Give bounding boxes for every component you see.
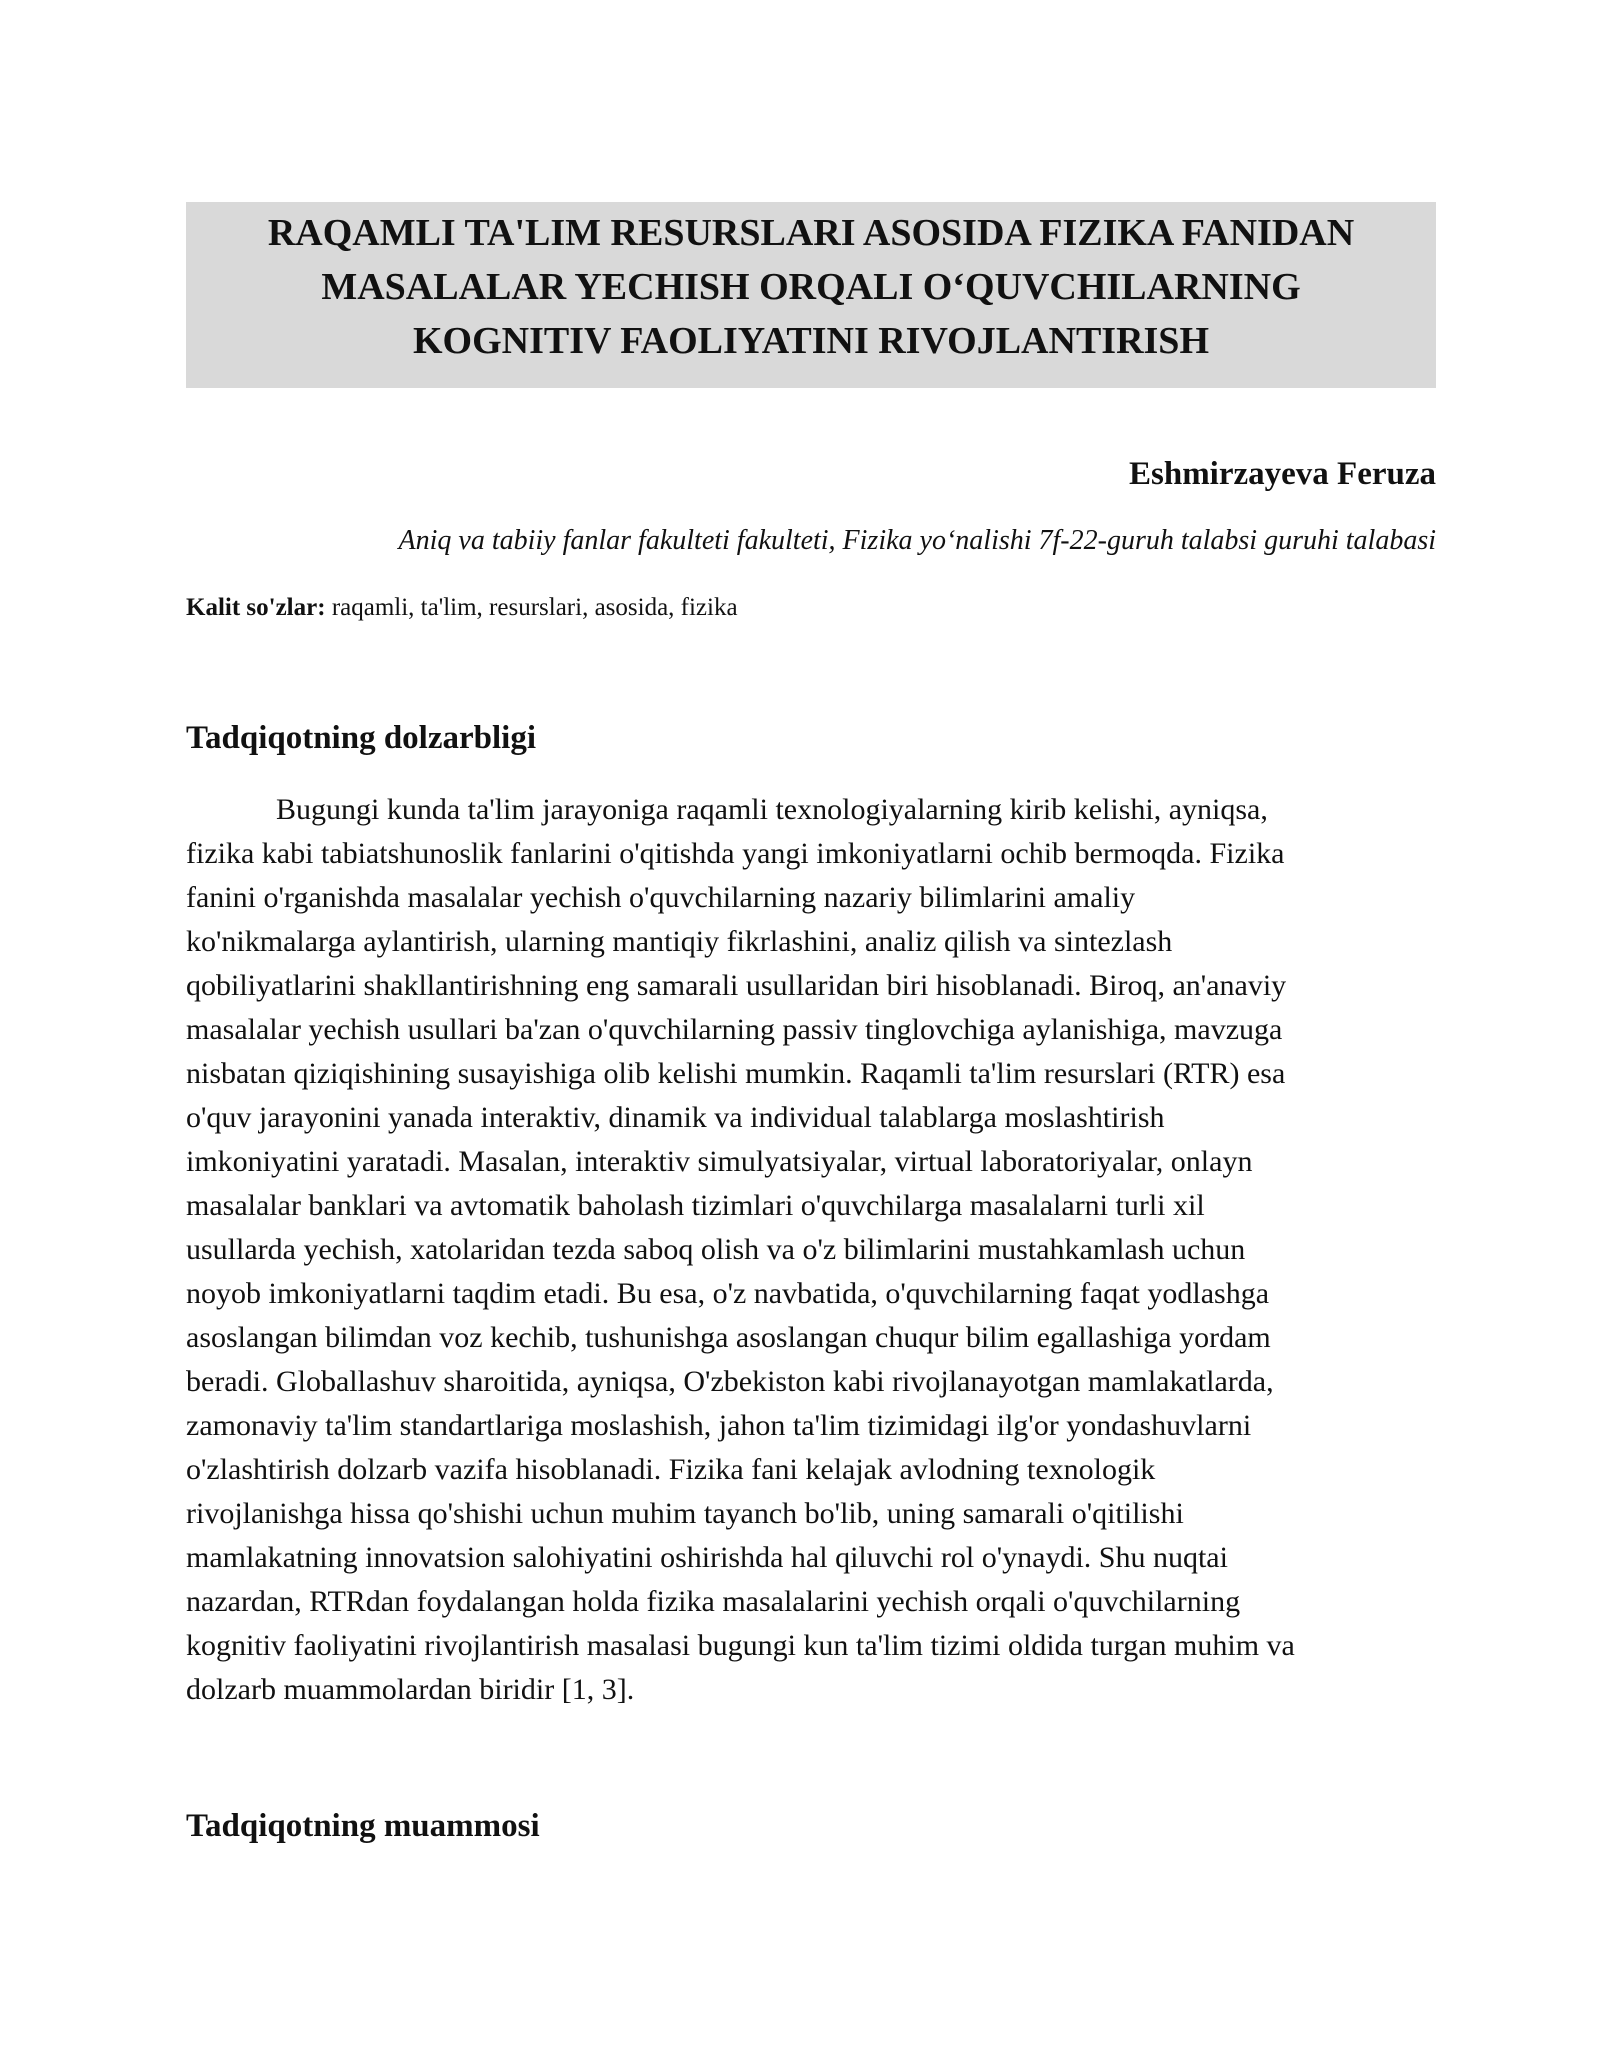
paragraph-line: asoslangan bilimdan voz kechib, tushunishga asoslangan chuqur bilim egallashiga yordam <box>186 1321 1271 1354</box>
section-paragraph <box>186 788 1436 1712</box>
title-line: RAQAMLI TA'LIM RESURSLARI ASOSIDA FIZIKA FANIDAN <box>267 212 1355 254</box>
paragraph-line: zamonaviy ta'lim standartlariga moslashish, jahon ta'lim tizimidagi ilg'or yondashuvlarni <box>186 1409 1252 1442</box>
paragraph-line: o'quv jarayonini yanada interaktiv, dinamik va individual talablarga moslashtirish <box>186 1101 1165 1134</box>
paragraph-line: dolzarb muammolardan biridir [1, 3]. <box>186 1673 635 1706</box>
section-heading: Tadqiqotning muammosi <box>186 1808 540 1844</box>
paragraph-line: kognitiv faoliyatini rivojlantirish masalasi bugungi kun ta'lim tizimi oldida turgan muhim va <box>186 1629 1295 1662</box>
paragraph-line: o'zlashtirish dolzarb vazifa hisoblanadi. Fizika fani kelajak avlodning texnologik <box>186 1453 1156 1486</box>
paragraph-line: fizika kabi tabiatshunoslik fanlarini o'qitishda yangi imkoniyatlarni ochib bermoqda. Fizika <box>186 837 1285 870</box>
keywords-label: Kalit so'zlar: <box>186 594 326 621</box>
paragraph-line: rivojlanishga hissa qo'shishi uchun muhim tayanch bo'lib, uning samarali o'qitilishi <box>186 1497 1184 1530</box>
paragraph-line: noyob imkoniyatlarni taqdim etadi. Bu esa, o'z navbatida, o'quvchilarning faqat yodlashga <box>186 1277 1270 1310</box>
section-heading: Tadqiqotning dolzarbligi <box>186 720 536 756</box>
title-line: MASALALAR YECHISH ORQALI O‘QUVCHILARNING <box>321 266 1301 308</box>
paragraph-line: ko'nikmalarga aylantirish, ularning mantiqiy fikrlashini, analiz qilish va sintezlash <box>186 925 1173 958</box>
paragraph-line: beradi. Globallashuv sharoitida, ayniqsa, O'zbekiston kabi rivojlanayotgan mamlakatlarda, <box>186 1365 1274 1398</box>
keywords-value: raqamli, ta'lim, resurslari, asosida, fizika <box>331 594 738 621</box>
author-name: Eshmirzayeva Feruza <box>1128 456 1436 492</box>
author-affiliation: Aniq va tabiiy fanlar fakulteti fakulteti, Fizika yo‘nalishi 7f-22-guruh talabsi guruhi talabasi <box>398 525 1436 556</box>
paragraph-line: qobiliyatlarini shakllantirishning eng samarali usullaridan biri hisoblanadi. Biroq, an'anaviy <box>186 969 1287 1002</box>
paragraph-line: mamlakatning innovatsion salohiyatini oshirishda hal qiluvchi rol o'ynaydi. Shu nuqtai <box>186 1541 1228 1574</box>
paragraph-line: masalalar banklari va avtomatik baholash tizimlari o'quvchilarga masalalarni turli xil <box>186 1189 1205 1222</box>
paragraph-line: Bugungi kunda ta'lim jarayoniga raqamli texnologiyalarning kirib kelishi, ayniqsa, <box>276 793 1268 826</box>
title-box <box>186 202 1436 388</box>
paragraph-line: imkoniyatini yaratadi. Masalan, interaktiv simulyatsiyalar, virtual laboratoriyalar, onlayn <box>186 1145 1253 1178</box>
keywords <box>186 590 738 626</box>
paragraph-line: fanini o'rganishda masalalar yechish o'quvchilarning nazariy bilimlarini amaliy <box>186 881 1136 914</box>
title-line: KOGNITIV FAOLIYATINI RIVOJLANTIRISH <box>412 320 1209 362</box>
paragraph-line: masalalar yechish usullari ba'zan o'quvchilarning passiv tinglovchiga aylanishiga, mavzuga <box>186 1013 1283 1046</box>
paragraph-line: usullarda yechish, xatolaridan tezda saboq olish va o'z bilimlarini mustahkamlash uchun <box>186 1233 1246 1266</box>
paragraph-line: nazardan, RTRdan foydalangan holda fizika masalalarini yechish orqali o'quvchilarning <box>186 1585 1241 1618</box>
paragraph-line: nisbatan qiziqishining susayishiga olib kelishi mumkin. Raqamli ta'lim resurslari (RTR) esa <box>186 1057 1286 1090</box>
